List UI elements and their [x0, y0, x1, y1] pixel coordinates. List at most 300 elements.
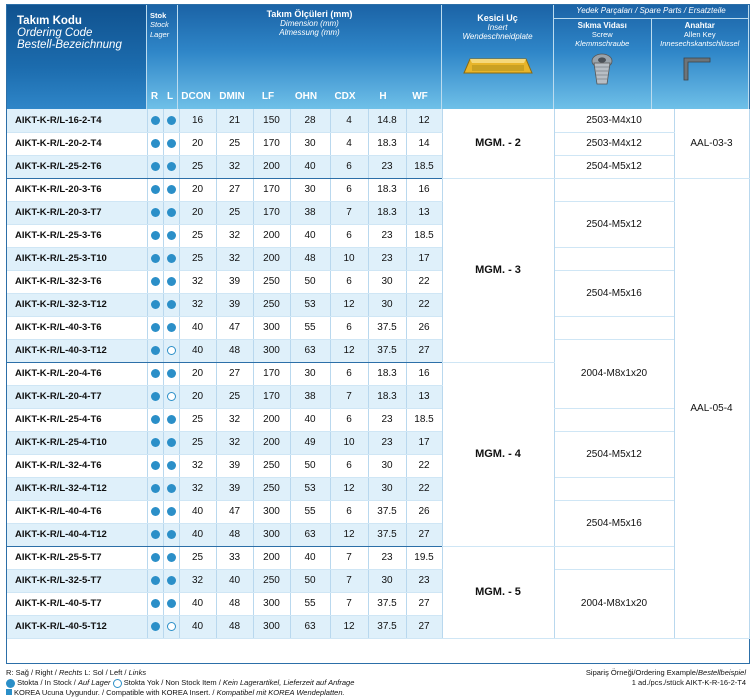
cell-stock-r [147, 569, 163, 592]
cell-lf: 170 [253, 362, 290, 385]
table-row[interactable] [7, 155, 749, 178]
cell-h: 30 [368, 454, 406, 477]
col-header-l: L [166, 90, 174, 102]
cell-h: 37.5 [368, 339, 406, 362]
stock-dot-open-icon [167, 392, 176, 401]
header-insert-line3: Wendeschneidplate [462, 32, 533, 41]
cell-wf: 26 [406, 316, 442, 339]
cell-stock-r [147, 592, 163, 615]
stock-dot-filled-icon [167, 323, 176, 332]
stock-dot-filled-icon [167, 576, 176, 585]
cell-h: 18.3 [368, 362, 406, 385]
table-row[interactable] [7, 431, 749, 454]
column-headers [147, 83, 442, 109]
stock-dot-filled-icon [151, 231, 160, 240]
cell-dcon: 20 [179, 178, 216, 201]
table-row[interactable] [7, 247, 749, 270]
footer-line1-b: Rechts [58, 668, 83, 677]
table-header [7, 5, 749, 109]
table-row[interactable] [7, 339, 749, 362]
cell-cdx: 6 [330, 316, 368, 339]
cell-screw-code: 2504-M5x16 [554, 500, 674, 546]
header-key-line2: Allen Key [683, 30, 716, 39]
cell-screw-code [554, 477, 674, 500]
cell-wf: 13 [406, 385, 442, 408]
cell-dcon: 32 [179, 454, 216, 477]
cell-lf: 250 [253, 477, 290, 500]
cell-ohn: 28 [290, 109, 330, 132]
cell-dcon: 25 [179, 247, 216, 270]
cell-h: 23 [368, 546, 406, 569]
col-header-r: R [150, 90, 159, 102]
cell-allen-key-code: AAL-05-4 [674, 178, 749, 638]
cell-insert-designation: MGM. - 4 [442, 362, 554, 546]
cell-ohn: 55 [290, 316, 330, 339]
table-body [7, 109, 749, 638]
cell-screw-code: 2004-M8x1x20 [554, 339, 674, 408]
footer-ordering-example [586, 668, 746, 688]
cell-stock-l [163, 385, 179, 408]
cell-wf: 13 [406, 201, 442, 224]
cell-screw-code [554, 316, 674, 339]
cell-stock-l [163, 615, 179, 638]
cell-stock-l [163, 293, 179, 316]
footer-line1-c: L: Sol / Left / [82, 668, 129, 677]
cell-ohn: 63 [290, 615, 330, 638]
cell-ordering-code: AIKT-K-R/L-20-2-T4 [7, 132, 147, 155]
cell-wf: 22 [406, 477, 442, 500]
cell-screw-code: 2004-M8x1x20 [554, 569, 674, 638]
cell-lf: 200 [253, 155, 290, 178]
cell-dmin: 25 [216, 201, 253, 224]
cell-lf: 250 [253, 293, 290, 316]
cell-ordering-code: AIKT-K-R/L-40-4-T6 [7, 500, 147, 523]
cell-dmin: 32 [216, 431, 253, 454]
cell-ohn: 63 [290, 339, 330, 362]
cell-h: 23 [368, 431, 406, 454]
cell-cdx: 10 [330, 431, 368, 454]
stock-dot-filled-icon [151, 461, 160, 470]
col-header-cdx: CDX [334, 90, 356, 102]
cell-stock-l [163, 454, 179, 477]
stock-dot-filled-icon [167, 254, 176, 263]
cell-dmin: 21 [216, 109, 253, 132]
cell-wf: 16 [406, 178, 442, 201]
header-spare-title: Yedek Parçaları / Spare Parts / Ersatzteile [554, 5, 748, 19]
cell-stock-l [163, 592, 179, 615]
cell-wf: 26 [406, 500, 442, 523]
cell-cdx: 6 [330, 155, 368, 178]
cell-ohn: 49 [290, 431, 330, 454]
cell-h: 30 [368, 270, 406, 293]
cell-stock-r [147, 431, 163, 454]
cell-dcon: 40 [179, 339, 216, 362]
stock-dot-filled-icon [151, 415, 160, 424]
cell-ordering-code: AIKT-K-R/L-32-4-T12 [7, 477, 147, 500]
cell-stock-l [163, 109, 179, 132]
header-dimensions-line1: Takım Ölçüleri (mm) [266, 9, 353, 19]
cell-stock-r [147, 293, 163, 316]
cell-ordering-code: AIKT-K-R/L-32-3-T6 [7, 270, 147, 293]
cell-cdx: 6 [330, 270, 368, 293]
cell-cdx: 4 [330, 109, 368, 132]
col-header-wf: WF [412, 90, 428, 102]
cell-dcon: 20 [179, 385, 216, 408]
table-footer [6, 668, 750, 698]
cell-ohn: 50 [290, 569, 330, 592]
header-stock-line1: Stok [150, 11, 167, 20]
cell-screw-code: 2504-M5x12 [554, 431, 674, 477]
cell-screw-code: 2503-M4x12 [554, 132, 674, 155]
cell-stock-l [163, 546, 179, 569]
cell-ordering-code: AIKT-K-R/L-40-5-T7 [7, 592, 147, 615]
cell-stock-r [147, 247, 163, 270]
cell-ordering-code: AIKT-K-R/L-40-3-T12 [7, 339, 147, 362]
cell-h: 37.5 [368, 316, 406, 339]
cell-insert-designation: MGM. - 2 [442, 109, 554, 178]
cell-h: 18.3 [368, 178, 406, 201]
stock-dot-filled-icon [151, 323, 160, 332]
cell-ohn: 38 [290, 385, 330, 408]
cell-stock-r [147, 546, 163, 569]
cell-lf: 250 [253, 454, 290, 477]
cell-lf: 300 [253, 339, 290, 362]
footer-line-3 [6, 688, 354, 698]
stock-dot-filled-icon [167, 116, 176, 125]
cell-dmin: 40 [216, 569, 253, 592]
footer-line-2 [6, 678, 354, 688]
cell-h: 18.3 [368, 385, 406, 408]
cell-screw-code [554, 247, 674, 270]
tool-data-table [7, 109, 750, 639]
header-ordering-code [7, 5, 147, 109]
cell-ohn: 50 [290, 454, 330, 477]
cell-ohn: 30 [290, 132, 330, 155]
cell-ordering-code: AIKT-K-R/L-25-4-T10 [7, 431, 147, 454]
cell-screw-code [554, 408, 674, 431]
cell-stock-l [163, 500, 179, 523]
stock-dot-filled-icon [167, 553, 176, 562]
stock-dot-filled-icon [151, 300, 160, 309]
cell-dmin: 48 [216, 339, 253, 362]
cell-dcon: 40 [179, 615, 216, 638]
cell-cdx: 4 [330, 132, 368, 155]
cell-ohn: 53 [290, 293, 330, 316]
cell-stock-r [147, 270, 163, 293]
cell-stock-r [147, 178, 163, 201]
cell-cdx: 12 [330, 523, 368, 546]
stock-dot-filled-icon [167, 415, 176, 424]
cell-lf: 200 [253, 546, 290, 569]
cell-ordering-code: AIKT-K-R/L-40-5-T12 [7, 615, 147, 638]
stock-dot-filled-icon [151, 162, 160, 171]
cell-stock-l [163, 201, 179, 224]
header-key-line3: Innesechskantschlüssel [660, 39, 740, 48]
footer-line3-b: Kompatibel mit KOREA Wendeplatten. [216, 688, 345, 698]
cell-ordering-code: AIKT-K-R/L-40-4-T12 [7, 523, 147, 546]
cell-lf: 170 [253, 201, 290, 224]
header-dimensions-line3: Almessung (mm) [279, 28, 340, 37]
cell-stock-r [147, 132, 163, 155]
stock-dot-filled-icon [151, 392, 160, 401]
cell-stock-r [147, 155, 163, 178]
col-header-h: H [379, 90, 387, 102]
cell-dcon: 32 [179, 270, 216, 293]
cell-dmin: 32 [216, 408, 253, 431]
stock-dot-filled-icon [151, 116, 160, 125]
cell-allen-key-code: AAL-03-3 [674, 109, 749, 178]
stock-dot-filled-icon [151, 254, 160, 263]
footer-line2-b: Auf Lager [77, 678, 111, 688]
cell-ohn: 40 [290, 224, 330, 247]
cell-screw-code: 2504-M5x16 [554, 270, 674, 316]
cell-ordering-code: AIKT-K-R/L-40-3-T6 [7, 316, 147, 339]
cell-cdx: 12 [330, 477, 368, 500]
cell-wf: 16 [406, 362, 442, 385]
cell-stock-r [147, 500, 163, 523]
stock-dot-filled-icon [6, 679, 15, 688]
stock-dot-filled-icon [151, 208, 160, 217]
cell-dcon: 40 [179, 500, 216, 523]
stock-dot-filled-icon [151, 369, 160, 378]
cell-stock-l [163, 178, 179, 201]
cell-ohn: 40 [290, 546, 330, 569]
header-screw-line2: Screw [591, 30, 613, 39]
cell-ohn: 53 [290, 477, 330, 500]
cell-lf: 250 [253, 569, 290, 592]
cell-cdx: 12 [330, 339, 368, 362]
table-row[interactable] [7, 500, 749, 523]
cell-ordering-code: AIKT-K-R/L-20-3-T6 [7, 178, 147, 201]
stock-dot-filled-icon [151, 484, 160, 493]
stock-dot-filled-icon [151, 346, 160, 355]
cell-stock-r [147, 408, 163, 431]
cell-cdx: 6 [330, 454, 368, 477]
cell-dcon: 20 [179, 132, 216, 155]
cell-h: 37.5 [368, 592, 406, 615]
table-row[interactable] [7, 546, 749, 569]
cell-stock-r [147, 109, 163, 132]
stock-dot-filled-icon [151, 507, 160, 516]
table-row[interactable] [7, 477, 749, 500]
table-row[interactable] [7, 316, 749, 339]
cell-screw-code [554, 178, 674, 201]
cell-stock-l [163, 270, 179, 293]
cell-stock-l [163, 362, 179, 385]
cell-wf: 27 [406, 339, 442, 362]
footer-line2-c: Stokta Yok / Non Stock Item / [123, 678, 223, 688]
cell-ohn: 40 [290, 155, 330, 178]
cell-stock-l [163, 408, 179, 431]
cell-cdx: 12 [330, 615, 368, 638]
cell-cdx: 6 [330, 500, 368, 523]
cell-cdx: 6 [330, 224, 368, 247]
footer-line-1 [6, 668, 354, 678]
cell-dmin: 39 [216, 293, 253, 316]
cell-wf: 14 [406, 132, 442, 155]
footer-right1: Sipariş Örneği/Ordering Example/ [585, 668, 699, 677]
cell-dcon: 32 [179, 569, 216, 592]
table-row[interactable] [7, 132, 749, 155]
cell-cdx: 10 [330, 247, 368, 270]
stock-dot-filled-icon [167, 185, 176, 194]
header-allen-key [652, 19, 749, 109]
col-header-lf: LF [261, 90, 275, 102]
cell-ohn: 30 [290, 178, 330, 201]
stock-dot-filled-icon [167, 162, 176, 171]
cell-cdx: 6 [330, 178, 368, 201]
cell-dmin: 32 [216, 155, 253, 178]
cell-dcon: 32 [179, 477, 216, 500]
screw-illustration [554, 52, 651, 93]
cell-screw-code [554, 546, 674, 569]
cell-dcon: 25 [179, 431, 216, 454]
col-header-ohn: OHN [294, 90, 318, 102]
cell-ordering-code: AIKT-K-R/L-25-4-T6 [7, 408, 147, 431]
header-insert-line1: Kesici Uç [477, 13, 518, 23]
cell-ohn: 48 [290, 247, 330, 270]
cell-wf: 22 [406, 454, 442, 477]
footer-line2-d: Kein Lagerartikel, Lieferzeit auf Anfrage [222, 678, 355, 688]
table-row[interactable] [7, 109, 749, 132]
cell-insert-designation: MGM. - 5 [442, 546, 554, 638]
cell-stock-r [147, 523, 163, 546]
header-screw-line1: Sıkma Vidası [577, 21, 627, 30]
cell-stock-r [147, 615, 163, 638]
stock-dot-open-icon [167, 622, 176, 631]
cell-cdx: 7 [330, 385, 368, 408]
table-row[interactable] [7, 569, 749, 592]
cell-lf: 150 [253, 109, 290, 132]
cell-cdx: 7 [330, 569, 368, 592]
cell-stock-l [163, 155, 179, 178]
cell-dmin: 27 [216, 178, 253, 201]
cell-wf: 17 [406, 247, 442, 270]
cell-stock-r [147, 224, 163, 247]
stock-dot-filled-icon [151, 576, 160, 585]
stock-dot-filled-icon [151, 599, 160, 608]
header-stock-line2: Stock [150, 20, 169, 30]
cell-lf: 170 [253, 385, 290, 408]
cell-dmin: 39 [216, 477, 253, 500]
cell-h: 18.3 [368, 132, 406, 155]
cell-wf: 27 [406, 523, 442, 546]
header-screw [554, 19, 652, 109]
footer-line1-a: R: Sağ / Right / [6, 668, 59, 677]
cell-wf: 22 [406, 293, 442, 316]
cell-h: 37.5 [368, 500, 406, 523]
cell-ordering-code: AIKT-K-R/L-20-3-T7 [7, 201, 147, 224]
cell-dmin: 25 [216, 385, 253, 408]
header-dimensions-line2: Dimension (mm) [280, 19, 339, 28]
cell-stock-r [147, 477, 163, 500]
cell-dcon: 32 [179, 293, 216, 316]
cell-screw-code: 2504-M5x12 [554, 201, 674, 247]
cell-wf: 23 [406, 569, 442, 592]
header-insert [442, 5, 554, 109]
cell-wf: 18.5 [406, 155, 442, 178]
cell-dcon: 25 [179, 155, 216, 178]
cell-lf: 200 [253, 408, 290, 431]
cell-screw-code: 2504-M5x12 [554, 155, 674, 178]
cell-stock-l [163, 224, 179, 247]
cell-stock-l [163, 132, 179, 155]
footer-right1-i: Bestellbeispiel [698, 668, 746, 677]
cell-stock-l [163, 316, 179, 339]
stock-dot-filled-icon [151, 139, 160, 148]
cell-h: 18.3 [368, 201, 406, 224]
cell-dmin: 32 [216, 247, 253, 270]
col-header-dmin: DMIN [219, 90, 245, 102]
stock-dot-filled-icon [167, 277, 176, 286]
cell-lf: 170 [253, 178, 290, 201]
cell-ohn: 63 [290, 523, 330, 546]
cell-dcon: 25 [179, 546, 216, 569]
footer-example-title [586, 668, 746, 678]
cell-wf: 19.5 [406, 546, 442, 569]
cell-lf: 200 [253, 224, 290, 247]
table-row[interactable] [7, 408, 749, 431]
cell-cdx: 7 [330, 592, 368, 615]
stock-dot-filled-icon [167, 139, 176, 148]
cell-lf: 300 [253, 615, 290, 638]
cell-lf: 300 [253, 592, 290, 615]
cell-ordering-code: AIKT-K-R/L-16-2-T4 [7, 109, 147, 132]
cell-dcon: 40 [179, 316, 216, 339]
cell-dmin: 47 [216, 316, 253, 339]
cell-lf: 170 [253, 132, 290, 155]
header-stock-line3: Lager [150, 29, 170, 39]
cell-stock-r [147, 201, 163, 224]
stock-dot-filled-icon [167, 530, 176, 539]
col-header-dcon: DCON [181, 90, 211, 102]
cell-stock-r [147, 454, 163, 477]
compat-square-icon [6, 689, 12, 695]
cell-wf: 22 [406, 270, 442, 293]
stock-dot-filled-icon [167, 300, 176, 309]
cell-ordering-code: AIKT-K-R/L-32-3-T12 [7, 293, 147, 316]
header-screw-line3: Klemmschraube [575, 39, 630, 48]
cell-h: 37.5 [368, 523, 406, 546]
catalog-table [6, 4, 750, 664]
cell-dmin: 27 [216, 362, 253, 385]
cell-h: 14.8 [368, 109, 406, 132]
stock-dot-filled-icon [151, 622, 160, 631]
cell-stock-l [163, 247, 179, 270]
cell-ohn: 40 [290, 408, 330, 431]
cell-dcon: 25 [179, 408, 216, 431]
table-row[interactable] [7, 270, 749, 293]
cell-lf: 200 [253, 431, 290, 454]
cell-cdx: 12 [330, 293, 368, 316]
cell-stock-r [147, 316, 163, 339]
cell-h: 30 [368, 477, 406, 500]
cell-h: 23 [368, 155, 406, 178]
header-key-line1: Anahtar [684, 21, 715, 30]
cell-insert-designation: MGM. - 3 [442, 178, 554, 362]
stock-dot-filled-icon [167, 461, 176, 470]
cell-dmin: 32 [216, 224, 253, 247]
table-row[interactable] [7, 178, 749, 201]
table-row[interactable] [7, 201, 749, 224]
cell-wf: 12 [406, 109, 442, 132]
cell-h: 23 [368, 224, 406, 247]
footer-legend [6, 668, 354, 698]
stock-dot-filled-icon [151, 185, 160, 194]
cell-wf: 27 [406, 592, 442, 615]
cell-lf: 200 [253, 247, 290, 270]
insert-illustration [442, 53, 553, 84]
